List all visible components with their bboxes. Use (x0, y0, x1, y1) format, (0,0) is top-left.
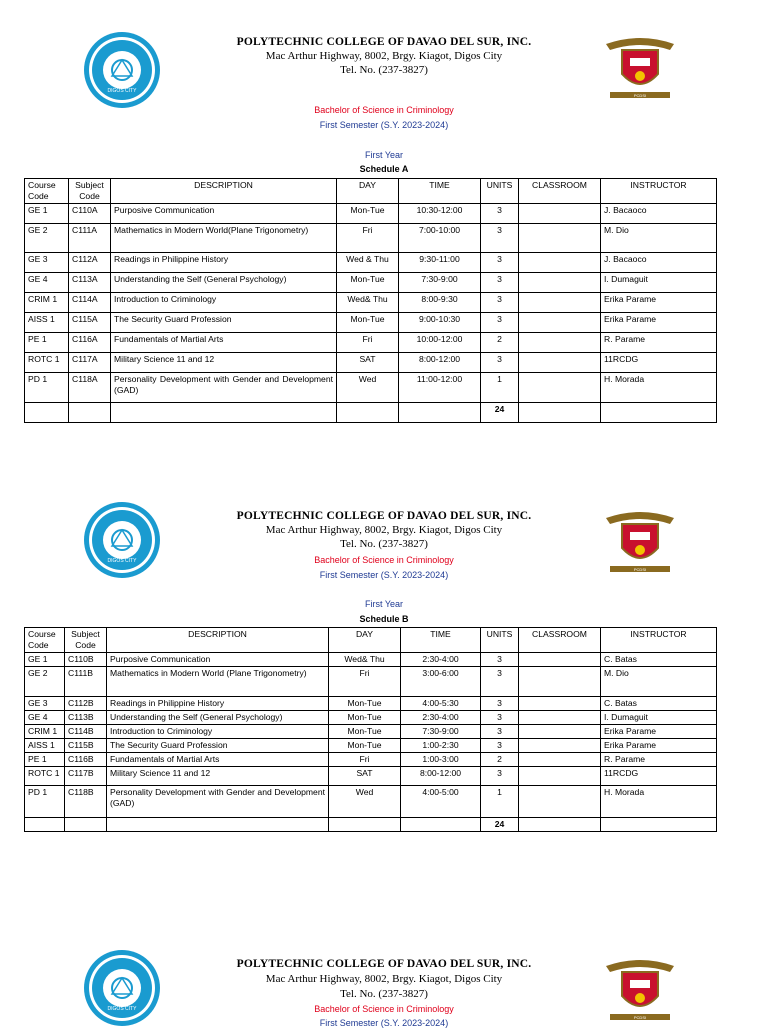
header-block-1 (0, 30, 768, 110)
instructor: M. Dio (601, 224, 717, 253)
description: Mathematics in Modern World(Plane Trigonometry) (111, 224, 337, 253)
college-name: POLYTECHNIC COLLEGE OF DAVAO DEL SUR, INC. (236, 36, 532, 48)
units: 2 (481, 333, 519, 353)
program-title: Bachelor of Science in Criminology (314, 105, 454, 115)
table-header-row (25, 628, 717, 653)
classroom (519, 786, 601, 818)
day: Fri (329, 753, 401, 767)
schedule-label: Schedule B (359, 614, 409, 624)
table-header-row (25, 179, 717, 204)
subject-code: C116A (69, 333, 111, 353)
col-classroom-header: CLASSROOM (519, 179, 601, 204)
subject-code: C118A (69, 373, 111, 403)
time: 7:30-9:00 (401, 725, 481, 739)
units: 3 (481, 739, 519, 753)
subject-code: C111A (69, 224, 111, 253)
classroom (519, 725, 601, 739)
table-row (25, 373, 717, 403)
time: 2:30-4:00 (401, 653, 481, 667)
college-tel: Tel. No. (237-3827) (340, 538, 428, 550)
classroom (519, 711, 601, 725)
col-units-header: UNITS (481, 628, 519, 653)
course-code: GE 2 (25, 224, 69, 253)
instructor: C. Batas (601, 697, 717, 711)
semester-title: First Semester (S.Y. 2023-2024) (319, 570, 449, 580)
instructor: R. Parame (601, 753, 717, 767)
classroom (519, 293, 601, 313)
description: Mathematics in Modern World (Plane Trigonometry) (107, 667, 329, 697)
classroom (519, 697, 601, 711)
description: Understanding the Self (General Psychology) (107, 711, 329, 725)
year-label: First Year (364, 150, 404, 160)
day: Wed (337, 373, 399, 403)
college-name: POLYTECHNIC COLLEGE OF DAVAO DEL SUR, INC. (236, 510, 532, 522)
table-row (25, 224, 717, 253)
units: 3 (481, 253, 519, 273)
day: Fri (337, 333, 399, 353)
time: 1:00-2:30 (401, 739, 481, 753)
units: 3 (481, 725, 519, 739)
course-code: CRIM 1 (25, 293, 69, 313)
units: 3 (481, 313, 519, 333)
col-subject-header: Subject Code (65, 628, 107, 653)
total-units: 24 (481, 403, 519, 423)
svg-text:PCDSI: PCDSI (633, 567, 647, 572)
subject-code: C113B (65, 711, 107, 725)
instructor: C. Batas (601, 653, 717, 667)
schedule-b-table (24, 627, 717, 832)
classroom (519, 204, 601, 224)
day: Fri (329, 667, 401, 697)
day: Mon-Tue (337, 204, 399, 224)
col-instructor-header: INSTRUCTOR (601, 628, 717, 653)
total-row (25, 403, 717, 423)
day: Mon-Tue (329, 711, 401, 725)
time: 3:00-6:00 (401, 667, 481, 697)
classroom (519, 313, 601, 333)
course-code: PE 1 (25, 333, 69, 353)
course-code: ROTC 1 (25, 767, 65, 786)
col-day-header: DAY (337, 179, 399, 204)
subject-code: C115B (65, 739, 107, 753)
instructor: Erika Parame (601, 739, 717, 753)
col-time-header: TIME (399, 179, 481, 204)
description: Readings in Philippine History (111, 253, 337, 273)
day: Mon-Tue (337, 313, 399, 333)
day: Mon-Tue (337, 273, 399, 293)
table-row (25, 753, 717, 767)
table-row (25, 667, 717, 697)
svg-text:DIGOS CITY: DIGOS CITY (107, 558, 137, 564)
svg-text:PCDSI: PCDSI (633, 1015, 647, 1020)
college-tel: Tel. No. (237-3827) (340, 988, 428, 1000)
course-code: PE 1 (25, 753, 65, 767)
subject-code: C112B (65, 697, 107, 711)
table-row (25, 313, 717, 333)
college-crest-icon (600, 32, 680, 102)
classroom (519, 653, 601, 667)
classroom (519, 253, 601, 273)
instructor: J. Bacaoco (601, 253, 717, 273)
day: Mon-Tue (329, 725, 401, 739)
units: 1 (481, 373, 519, 403)
classroom (519, 753, 601, 767)
time: 9:00-10:30 (399, 313, 481, 333)
instructor: H. Morada (601, 786, 717, 818)
course-code: AISS 1 (25, 739, 65, 753)
col-day-header: DAY (329, 628, 401, 653)
description: Military Science 11 and 12 (111, 353, 337, 373)
instructor: 11RCDG (601, 353, 717, 373)
description: Introduction to Criminology (111, 293, 337, 313)
units: 3 (481, 224, 519, 253)
subject-code: C110B (65, 653, 107, 667)
course-code: ROTC 1 (25, 353, 69, 373)
time: 7:30-9:00 (399, 273, 481, 293)
subject-code: C110A (69, 204, 111, 224)
svg-text:PCDSI: PCDSI (633, 93, 647, 98)
time: 8:00-12:00 (399, 353, 481, 373)
svg-text:DIGOS CITY: DIGOS CITY (107, 88, 137, 94)
instructor: R. Parame (601, 333, 717, 353)
classroom (519, 739, 601, 753)
units: 3 (481, 697, 519, 711)
course-code: GE 2 (25, 667, 65, 697)
col-subject-header: Subject Code (69, 179, 111, 204)
college-name: POLYTECHNIC COLLEGE OF DAVAO DEL SUR, INC. (236, 958, 532, 970)
day: Wed& Thu (337, 293, 399, 313)
college-address: Mac Arthur Highway, 8002, Brgy. Kiagot, Digos City (265, 50, 503, 62)
table-row (25, 253, 717, 273)
college-address: Mac Arthur Highway, 8002, Brgy. Kiagot, Digos City (265, 973, 503, 985)
instructor: Erika Parame (601, 313, 717, 333)
description: Readings in Philippine History (107, 697, 329, 711)
table-row (25, 333, 717, 353)
description: The Security Guard Profession (111, 313, 337, 333)
time: 9:30-11:00 (399, 253, 481, 273)
instructor: I. Dumaguit (601, 273, 717, 293)
col-units-header: UNITS (481, 179, 519, 204)
classroom (519, 373, 601, 403)
instructor: H. Morada (601, 373, 717, 403)
course-code: GE 3 (25, 253, 69, 273)
units: 3 (481, 653, 519, 667)
classroom (519, 333, 601, 353)
day: Fri (337, 224, 399, 253)
time: 7:00-10:00 (399, 224, 481, 253)
course-code: GE 4 (25, 273, 69, 293)
day: Mon-Tue (329, 697, 401, 711)
instructor: Erika Parame (601, 725, 717, 739)
description: Fundamentals of Martial Arts (111, 333, 337, 353)
header-block-2 (0, 500, 768, 580)
units: 3 (481, 293, 519, 313)
units: 3 (481, 711, 519, 725)
time: 8:00-12:00 (401, 767, 481, 786)
year-label: First Year (364, 599, 404, 609)
time: 10:30-12:00 (399, 204, 481, 224)
col-description-header: DESCRIPTION (111, 179, 337, 204)
subject-code: C113A (69, 273, 111, 293)
subject-code: C117A (69, 353, 111, 373)
svg-text:DIGOS CITY: DIGOS CITY (107, 1006, 137, 1012)
table-row (25, 767, 717, 786)
course-code: AISS 1 (25, 313, 69, 333)
day: Wed (329, 786, 401, 818)
table-row (25, 697, 717, 711)
subject-code: C111B (65, 667, 107, 697)
schedule-label: Schedule A (359, 164, 409, 174)
description: Personality Development with Gender and Development (GAD) (111, 373, 337, 403)
day: Mon-Tue (329, 739, 401, 753)
day: Wed & Thu (337, 253, 399, 273)
subject-code: C116B (65, 753, 107, 767)
units: 3 (481, 767, 519, 786)
table-row (25, 353, 717, 373)
units: 3 (481, 273, 519, 293)
college-crest-icon (600, 506, 680, 576)
subject-code: C115A (69, 313, 111, 333)
table-row (25, 739, 717, 753)
col-description-header: DESCRIPTION (107, 628, 329, 653)
description: Personality Development with Gender and Development (GAD) (107, 786, 329, 818)
header-block-3 (0, 948, 768, 1028)
day: SAT (329, 767, 401, 786)
instructor: M. Dio (601, 667, 717, 697)
course-code: GE 3 (25, 697, 65, 711)
subject-code: C114A (69, 293, 111, 313)
schedule-a-table (24, 178, 717, 423)
subject-code: C118B (65, 786, 107, 818)
day: Wed& Thu (329, 653, 401, 667)
description: Introduction to Criminology (107, 725, 329, 739)
semester-title: First Semester (S.Y. 2023-2024) (319, 120, 449, 130)
program-title: Bachelor of Science in Criminology (314, 1004, 454, 1014)
program-title: Bachelor of Science in Criminology (314, 555, 454, 565)
total-row (25, 818, 717, 832)
description: Purposive Communication (107, 653, 329, 667)
classroom (519, 273, 601, 293)
description: The Security Guard Profession (107, 739, 329, 753)
table-row (25, 725, 717, 739)
time: 1:00-3:00 (401, 753, 481, 767)
col-course-header: Course Code (25, 179, 69, 204)
table-row (25, 786, 717, 818)
course-code: PD 1 (25, 786, 65, 818)
description: Understanding the Self (General Psychology) (111, 273, 337, 293)
course-code: GE 4 (25, 711, 65, 725)
semester-title: First Semester (S.Y. 2023-2024) (319, 1018, 449, 1028)
classroom (519, 224, 601, 253)
instructor: J. Bacaoco (601, 204, 717, 224)
instructor: I. Dumaguit (601, 711, 717, 725)
subject-code: C117B (65, 767, 107, 786)
course-code: CRIM 1 (25, 725, 65, 739)
units: 1 (481, 786, 519, 818)
units: 2 (481, 753, 519, 767)
description: Military Science 11 and 12 (107, 767, 329, 786)
day: SAT (337, 353, 399, 373)
col-classroom-header: CLASSROOM (519, 628, 601, 653)
description: Fundamentals of Martial Arts (107, 753, 329, 767)
course-code: GE 1 (25, 204, 69, 224)
course-code: GE 1 (25, 653, 65, 667)
units: 3 (481, 204, 519, 224)
description: Purposive Communication (111, 204, 337, 224)
table-row (25, 204, 717, 224)
subject-code: C112A (69, 253, 111, 273)
classroom (519, 353, 601, 373)
time: 4:00-5:00 (401, 786, 481, 818)
col-time-header: TIME (401, 628, 481, 653)
subject-code: C114B (65, 725, 107, 739)
table-row (25, 711, 717, 725)
instructor: Erika Parame (601, 293, 717, 313)
table-row (25, 653, 717, 667)
course-code: PD 1 (25, 373, 69, 403)
time: 10:00-12:00 (399, 333, 481, 353)
college-tel: Tel. No. (237-3827) (340, 64, 428, 76)
table-row (25, 273, 717, 293)
col-course-header: Course Code (25, 628, 65, 653)
total-units: 24 (481, 818, 519, 832)
instructor: 11RCDG (601, 767, 717, 786)
college-address: Mac Arthur Highway, 8002, Brgy. Kiagot, Digos City (265, 524, 503, 536)
col-instructor-header: INSTRUCTOR (601, 179, 717, 204)
units: 3 (481, 353, 519, 373)
time: 2:30-4:00 (401, 711, 481, 725)
time: 4:00-5:30 (401, 697, 481, 711)
classroom (519, 767, 601, 786)
units: 3 (481, 667, 519, 697)
time: 11:00-12:00 (399, 373, 481, 403)
classroom (519, 667, 601, 697)
table-row (25, 293, 717, 313)
time: 8:00-9:30 (399, 293, 481, 313)
